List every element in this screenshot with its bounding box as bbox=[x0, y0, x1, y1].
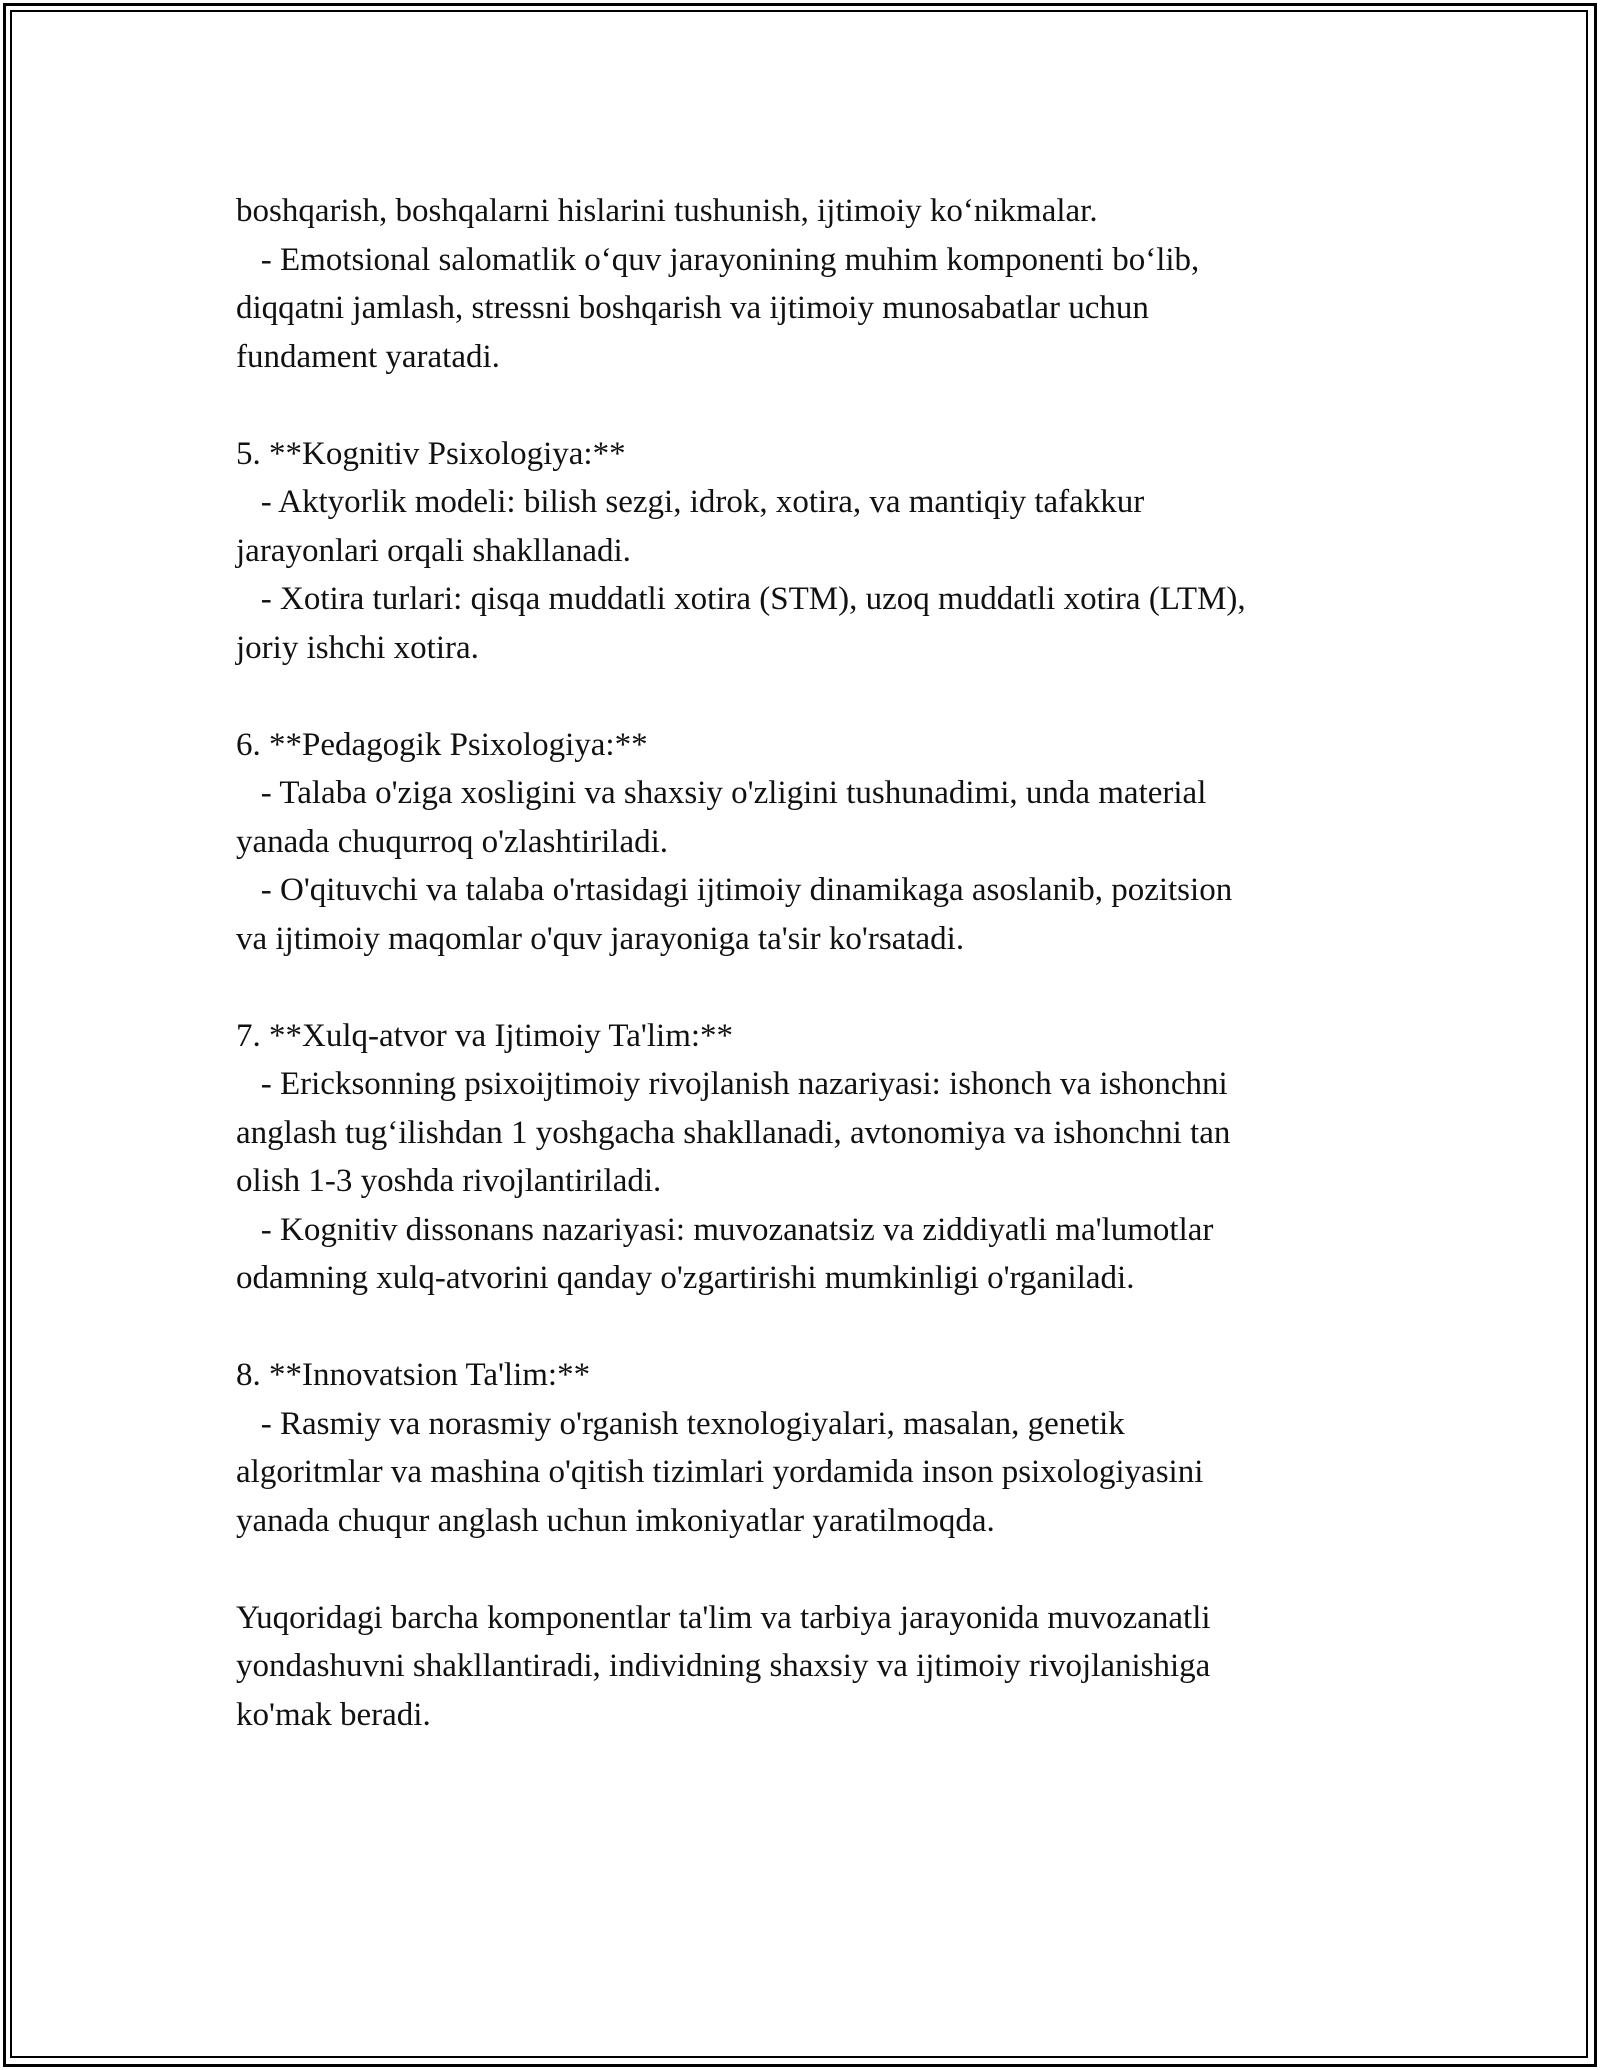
text-line: jarayonlari orqali shakllanadi. bbox=[236, 532, 631, 569]
blank-line bbox=[236, 381, 1386, 430]
text-line: odamning xulq-atvorini qanday o'zgartirishi mumkinligi o'rganiladi. bbox=[236, 1260, 1135, 1296]
text-line: - Xotira turlari: qisqa muddatli xotira (STM), uzoq muddatli xotira (LTM), bbox=[236, 581, 1246, 617]
text-line: va ijtimoiy maqomlar o'quv jarayoniga ta'sir ko'rsatadi. bbox=[236, 920, 965, 957]
text-line: - O'qituvchi va talaba o'rtasidagi ijtimoiy dinamikaga asoslanib, pozitsion bbox=[236, 872, 1233, 908]
document-body bbox=[236, 187, 1386, 1739]
blank-line bbox=[236, 1303, 1386, 1352]
text-line: yanada chuqur anglash uchun imkoniyatlar yaratilmoqda. bbox=[236, 1502, 995, 1539]
text-line: - Ericksonning psixoijtimoiy rivojlanish nazariyasi: ishonch va ishonchni bbox=[236, 1066, 1228, 1102]
section-heading-6: 6. **Pedagogik Psixologiya:** bbox=[236, 726, 648, 763]
text-line: fundament yaratadi. bbox=[236, 338, 500, 375]
conclusion-line: ko'mak beradi. bbox=[236, 1696, 431, 1733]
text-line: yanada chuqurroq o'zlashtiriladi. bbox=[236, 823, 669, 860]
text-line: olish 1-3 yoshda rivojlantiriladi. bbox=[236, 1163, 662, 1199]
text-line: - Kognitiv dissonans nazariyasi: muvozanatsiz va ziddiyatli ma'lumotlar bbox=[236, 1211, 1214, 1248]
text-line: - Aktyorlik modeli: bilish sezgi, idrok, xotira, va mantiqiy tafakkur bbox=[236, 484, 1145, 520]
conclusion-line: Yuqoridagi barcha komponentlar ta'lim va tarbiya jarayonida muvozanatli bbox=[236, 1599, 1211, 1636]
text-line: - Talaba o'ziga xosligini va shaxsiy o'zligini tushunadimi, unda material bbox=[236, 775, 1207, 811]
text-line: joriy ishchi xotira. bbox=[236, 629, 479, 666]
text-line: diqqatni jamlash, stressni boshqarish va ijtimoiy munosabatlar uchun bbox=[236, 290, 1149, 326]
text-line: - Rasmiy va norasmiy o'rganish texnologiyalari, masalan, genetik bbox=[236, 1405, 1125, 1442]
section-heading-5: 5. **Kognitiv Psixologiya:** bbox=[236, 435, 626, 472]
text-line: - Emotsional salomatlik o‘quv jarayonining muhim komponenti bo‘lib, bbox=[236, 241, 1200, 278]
section-heading-7: 7. **Xulq-atvor va Ijtimoiy Ta'lim:** bbox=[236, 1017, 734, 1054]
blank-line bbox=[236, 963, 1386, 1012]
text-line: anglash tug‘ilishdan 1 yoshgacha shakllanadi, avtonomiya va ishonchni tan bbox=[236, 1114, 1231, 1151]
text-line: boshqarish, boshqalarni hislarini tushunish, ijtimoiy ko‘nikmalar. bbox=[236, 193, 1098, 229]
blank-line bbox=[236, 672, 1386, 721]
section-heading-8: 8. **Innovatsion Ta'lim:** bbox=[236, 1357, 591, 1393]
conclusion-line: yondashuvni shakllantiradi, individning shaxsiy va ijtimoiy rivojlanishiga bbox=[236, 1648, 1211, 1684]
text-line: algoritmlar va mashina o'qitish tizimlari yordamida inson psixologiyasini bbox=[236, 1454, 1204, 1490]
blank-line bbox=[236, 1545, 1386, 1594]
